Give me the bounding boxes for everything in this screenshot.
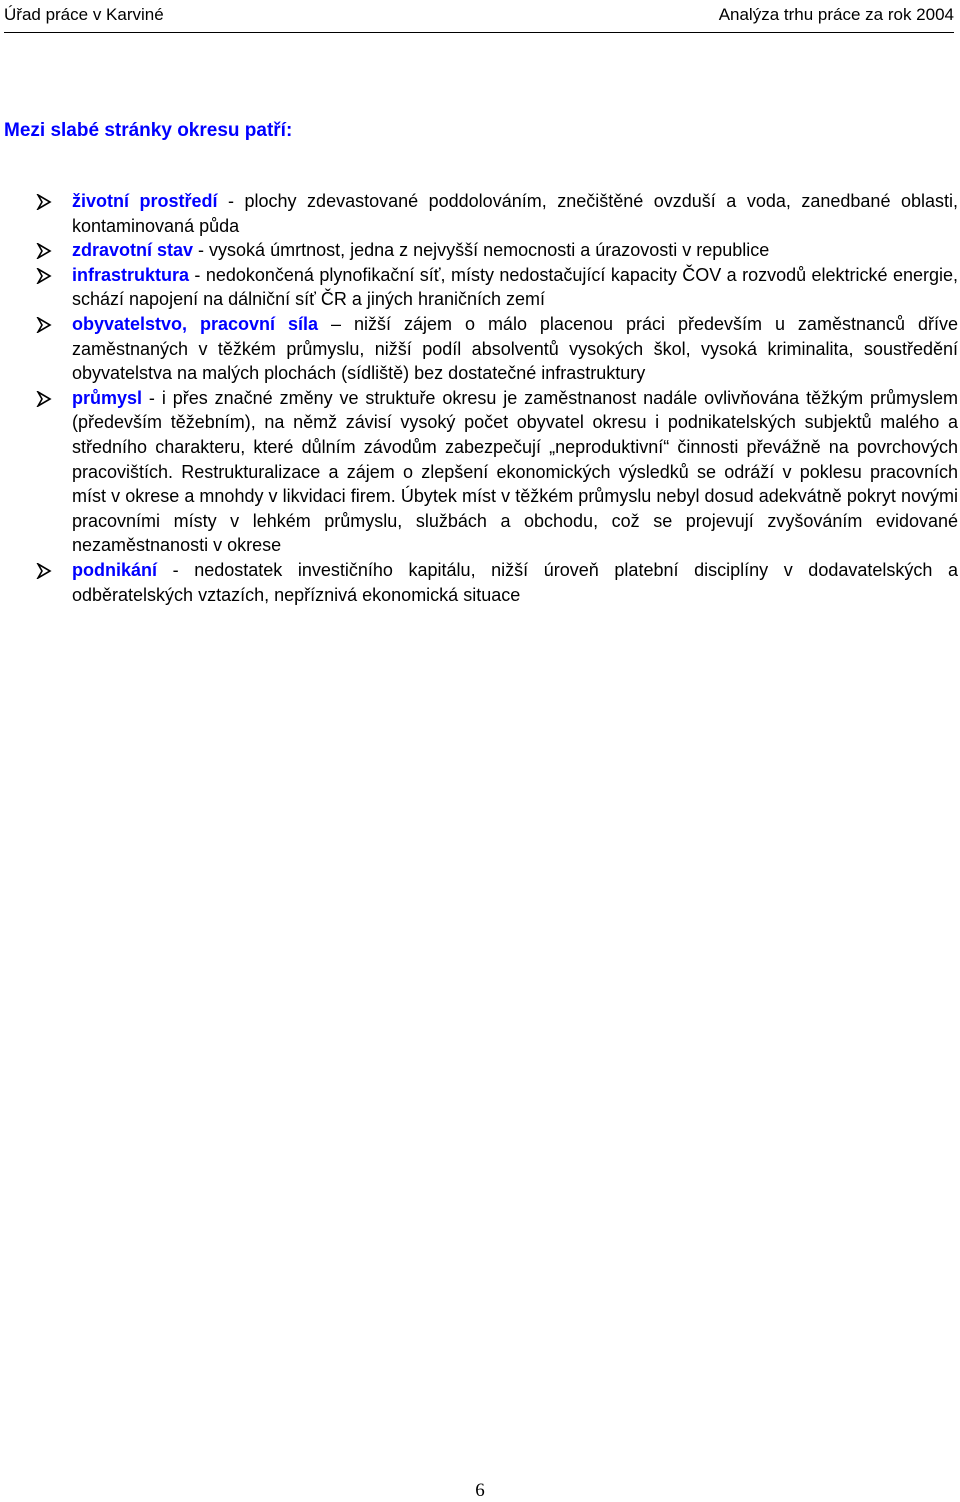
item-text: - nedokončená plynofikační síť, místy nedostačující kapacity ČOV a rozvodů elektrické energie, schází napojení na dálniční síť ČR a jiných hraničních zemí [72, 264, 958, 310]
weaknesses-list [36, 189, 958, 607]
arrow-bullet-icon [36, 317, 52, 333]
item-text: - plochy zdevastované poddolováním, znečištěné ovzduší a voda, zanedbané oblasti, kontaminovaná půda [72, 191, 958, 236]
arrow-bullet-icon [36, 194, 52, 210]
arrow-bullet-icon [36, 268, 52, 284]
item-term: podnikání [72, 559, 157, 580]
item-term: obyvatelstvo, pracovní síla [72, 313, 319, 334]
section-title: Mezi slabé stránky okresu patří: [4, 120, 293, 141]
item-term: průmysl [72, 387, 143, 408]
item-term: životní prostředí [72, 191, 218, 211]
arrow-bullet-icon [36, 563, 52, 579]
list-item [36, 558, 958, 607]
header-report-title: Analýza trhu práce za rok 2004 [718, 5, 954, 24]
item-text: - vysoká úmrtnost, jedna z nejvyšší nemocnosti a úrazovosti v republice [193, 240, 770, 261]
list-item [36, 238, 958, 263]
list-item [36, 386, 958, 558]
page-number: 6 [475, 1480, 485, 1501]
list-item [36, 312, 958, 386]
page-header [4, 2, 954, 33]
item-text: - i přes značné změny ve struktuře okresu je zaměstnanost nadále ovlivňována těžkým průmyslem (především těžebním), na němž závisí vysoký počet obyvatel okresu i podnikatelských subjektů malého a středního charakteru, které důlním závodům zabezpečují „neproduktivní“ činnosti převážně na povrchových pracovištích. Restrukturalizace a zájem o zlepšení ekonomických výsledků se odráží v poklesu pracovních míst v okrese a mnohdy v likvidaci firem. Úbytek míst v těžkém průmyslu nebyl dosud adekvátně pokryt novými pracovními místy v lehkém průmyslu, službách a obchodu, což se projevují zvyšováním evidované nezaměstnanosti v okrese [72, 387, 958, 556]
item-term: zdravotní stav [72, 240, 194, 261]
item-text: – nižší zájem o málo placenou práci především u zaměstnanců dříve zaměstnaných v těžkém průmyslu, nižší podíl absolventů vysokých škol, vysoká kriminalita, soustředění obyvatelstva na malých plochách (sídliště) bez dostatečné infrastruktury [72, 313, 958, 384]
list-item [36, 263, 958, 312]
list-item [36, 189, 958, 238]
arrow-bullet-icon [36, 243, 52, 259]
item-text: - nedostatek investičního kapitálu, nižší úroveň platební disciplíny v dodavatelských a odběratelských vztazích, nepříznivá ekonomická situace [72, 559, 958, 605]
arrow-bullet-icon [36, 391, 52, 407]
item-term: infrastruktura [72, 264, 190, 285]
header-office-name: Úřad práce v Karviné [4, 5, 164, 24]
